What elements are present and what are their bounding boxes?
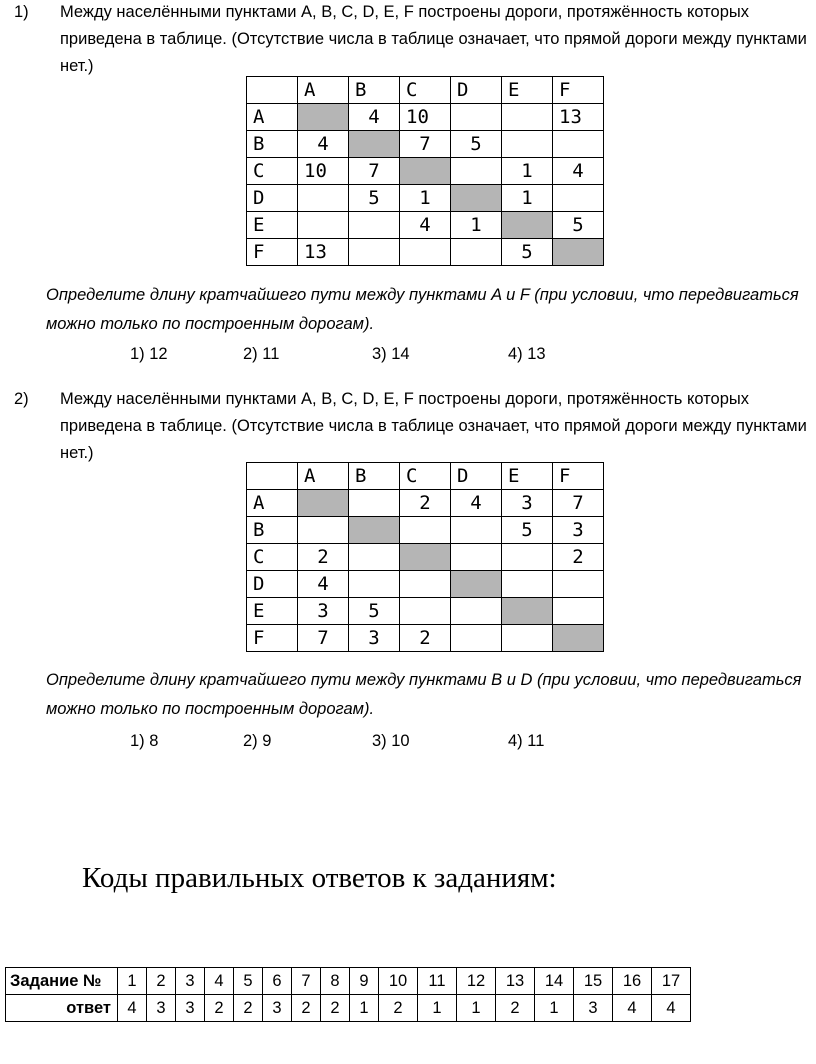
- distance-table-1: [246, 76, 604, 266]
- distance-cell: [502, 625, 553, 652]
- distance-cell: [502, 131, 553, 158]
- distance-cell: 4: [400, 212, 451, 239]
- table-row: [247, 239, 604, 266]
- distance-cell: 7: [553, 490, 604, 517]
- distance-cell: [553, 185, 604, 212]
- distance-cell: [553, 571, 604, 598]
- task-number-cell: 16: [613, 968, 652, 995]
- distance-cell: [451, 239, 502, 266]
- row-header: E: [247, 598, 298, 625]
- row-header: B: [247, 517, 298, 544]
- answer-option: 4) 11: [508, 732, 545, 750]
- answer-cell: 4: [613, 995, 652, 1022]
- task-number-cell: 5: [234, 968, 263, 995]
- row-header: F: [247, 239, 298, 266]
- row-header: C: [247, 544, 298, 571]
- distance-cell: 5: [349, 185, 400, 212]
- distance-cell: [298, 212, 349, 239]
- distance-cell: [349, 571, 400, 598]
- distance-cell: 2: [400, 625, 451, 652]
- distance-cell: [451, 158, 502, 185]
- task-number-cell: 13: [496, 968, 535, 995]
- distance-cell: 4: [298, 571, 349, 598]
- answer-option: 4) 13: [508, 345, 546, 363]
- distance-cell: [349, 490, 400, 517]
- column-header: A: [298, 463, 349, 490]
- distance-cell: [400, 598, 451, 625]
- distance-cell: 5: [553, 212, 604, 239]
- distance-cell: [502, 544, 553, 571]
- distance-cell: 13: [298, 239, 349, 266]
- row-header: A: [247, 490, 298, 517]
- answer-cell: 2: [496, 995, 535, 1022]
- distance-cell: [451, 544, 502, 571]
- column-header: E: [502, 77, 553, 104]
- row-header: A: [247, 104, 298, 131]
- distance-cell: 13: [553, 104, 604, 131]
- answer-cell: 2: [234, 995, 263, 1022]
- distance-cell: 5: [502, 517, 553, 544]
- table-header-row: [247, 77, 604, 104]
- task-number-cell: 10: [379, 968, 418, 995]
- answer-cell: 1: [350, 995, 379, 1022]
- answer-key-table: [5, 967, 691, 1022]
- distance-cell: 3: [502, 490, 553, 517]
- distance-cell: 3: [349, 625, 400, 652]
- table-row: [247, 212, 604, 239]
- distance-cell: 1: [502, 185, 553, 212]
- column-header: C: [400, 77, 451, 104]
- distance-cell: [298, 517, 349, 544]
- row-header: F: [247, 625, 298, 652]
- answer-label: ответ: [6, 995, 118, 1022]
- distance-cell: 1: [400, 185, 451, 212]
- corner-cell: [247, 463, 298, 490]
- answer-option: 1) 8: [130, 732, 159, 750]
- distance-cell: [553, 625, 604, 652]
- column-header: C: [400, 463, 451, 490]
- distance-cell: [400, 158, 451, 185]
- answer-cell: 1: [418, 995, 457, 1022]
- task-number-row: [6, 968, 691, 995]
- distance-cell: 10: [400, 104, 451, 131]
- column-header: E: [502, 463, 553, 490]
- task-number-cell: 4: [205, 968, 234, 995]
- task-number: 1): [14, 3, 29, 21]
- table-row: [247, 158, 604, 185]
- answer-cell: 2: [321, 995, 350, 1022]
- distance-cell: [502, 212, 553, 239]
- distance-cell: 3: [298, 598, 349, 625]
- table-row: [247, 131, 604, 158]
- answer-cell: 2: [379, 995, 418, 1022]
- column-header: F: [553, 463, 604, 490]
- distance-cell: [349, 212, 400, 239]
- table-header-row: [247, 463, 604, 490]
- answer-option: 2) 9: [243, 732, 272, 750]
- answer-cell: 4: [652, 995, 691, 1022]
- answer-option: 3) 14: [372, 345, 410, 363]
- answer-cell: 1: [457, 995, 496, 1022]
- distance-cell: 10: [298, 158, 349, 185]
- distance-cell: 1: [502, 158, 553, 185]
- task-number-cell: 7: [292, 968, 321, 995]
- distance-cell: [400, 517, 451, 544]
- table-row: [247, 185, 604, 212]
- distance-cell: 1: [451, 212, 502, 239]
- distance-cell: [400, 544, 451, 571]
- distance-cell: 7: [400, 131, 451, 158]
- task-number-cell: 2: [147, 968, 176, 995]
- distance-cell: 4: [451, 490, 502, 517]
- task-number-cell: 11: [418, 968, 457, 995]
- table-row: [247, 517, 604, 544]
- distance-cell: [502, 104, 553, 131]
- task-number-cell: 9: [350, 968, 379, 995]
- table-row: [247, 571, 604, 598]
- distance-cell: 5: [349, 598, 400, 625]
- distance-cell: 5: [451, 131, 502, 158]
- answer-cell: 3: [574, 995, 613, 1022]
- distance-cell: [349, 544, 400, 571]
- distance-cell: 4: [298, 131, 349, 158]
- answer-cell: 2: [292, 995, 321, 1022]
- distance-cell: 2: [553, 544, 604, 571]
- task-number-cell: 1: [118, 968, 147, 995]
- table-row: [247, 490, 604, 517]
- distance-cell: [298, 104, 349, 131]
- distance-cell: [400, 239, 451, 266]
- corner-cell: [247, 77, 298, 104]
- distance-cell: [451, 571, 502, 598]
- table-row: [247, 544, 604, 571]
- row-header: D: [247, 185, 298, 212]
- distance-cell: [553, 598, 604, 625]
- distance-cell: [349, 131, 400, 158]
- column-header: F: [553, 77, 604, 104]
- distance-cell: [451, 625, 502, 652]
- column-header: B: [349, 463, 400, 490]
- table-row: [247, 625, 604, 652]
- answer-cell: 4: [118, 995, 147, 1022]
- answer-cell: 3: [176, 995, 205, 1022]
- distance-cell: 3: [553, 517, 604, 544]
- distance-cell: [553, 239, 604, 266]
- distance-cell: 7: [349, 158, 400, 185]
- task-number: 2): [14, 390, 29, 408]
- distance-cell: [400, 571, 451, 598]
- row-header: E: [247, 212, 298, 239]
- answer-cell: 3: [263, 995, 292, 1022]
- task-number-cell: 17: [652, 968, 691, 995]
- column-header: A: [298, 77, 349, 104]
- answer-cell: 2: [205, 995, 234, 1022]
- distance-cell: [451, 104, 502, 131]
- distance-table-2: [246, 462, 604, 652]
- column-header: D: [451, 463, 502, 490]
- table-row: [247, 598, 604, 625]
- distance-cell: [349, 239, 400, 266]
- distance-cell: [553, 131, 604, 158]
- distance-cell: [298, 185, 349, 212]
- answer-option: 3) 10: [372, 732, 410, 750]
- task-number-cell: 15: [574, 968, 613, 995]
- row-header: D: [247, 571, 298, 598]
- distance-cell: [451, 598, 502, 625]
- task-number-cell: 14: [535, 968, 574, 995]
- column-header: B: [349, 77, 400, 104]
- distance-cell: 2: [298, 544, 349, 571]
- answer-cell: 1: [535, 995, 574, 1022]
- answer-option: 1) 12: [130, 345, 168, 363]
- distance-cell: [502, 571, 553, 598]
- task-prompt: Между населёнными пунктами A, B, C, D, E, F построены дороги, протяжённость которых приведена в таблице. (Отсутствие числа в таблице означает, что прямой дороги между пунктами нет.): [60, 390, 807, 462]
- table-row: [247, 104, 604, 131]
- column-header: D: [451, 77, 502, 104]
- distance-cell: 5: [502, 239, 553, 266]
- distance-cell: 4: [349, 104, 400, 131]
- distance-cell: [298, 490, 349, 517]
- row-header: C: [247, 158, 298, 185]
- distance-cell: [502, 598, 553, 625]
- distance-cell: [451, 517, 502, 544]
- task-label: Задание №: [6, 968, 118, 995]
- distance-cell: [349, 517, 400, 544]
- distance-cell: 4: [553, 158, 604, 185]
- distance-cell: 2: [400, 490, 451, 517]
- row-header: B: [247, 131, 298, 158]
- distance-cell: 7: [298, 625, 349, 652]
- answer-row: [6, 995, 691, 1022]
- answer-option: 2) 11: [243, 345, 280, 363]
- task-question: Определите длину кратчайшего пути между пунктами B и D (при условии, что передвигаться можно только по построенным дорогам).: [46, 671, 802, 718]
- answer-cell: 3: [147, 995, 176, 1022]
- task-number-cell: 6: [263, 968, 292, 995]
- distance-cell: [451, 185, 502, 212]
- answer-codes-title: Коды правильных ответов к заданиям:: [82, 862, 557, 894]
- task-number-cell: 3: [176, 968, 205, 995]
- task-prompt: Между населёнными пунктами A, B, C, D, E, F построены дороги, протяжённость которых приведена в таблице. (Отсутствие числа в таблице означает, что прямой дороги между пунктами нет.): [60, 3, 807, 75]
- task-question: Определите длину кратчайшего пути между пунктами A и F (при условии, что передвигаться можно только по построенным дорогам).: [46, 286, 799, 333]
- task-number-cell: 8: [321, 968, 350, 995]
- task-number-cell: 12: [457, 968, 496, 995]
